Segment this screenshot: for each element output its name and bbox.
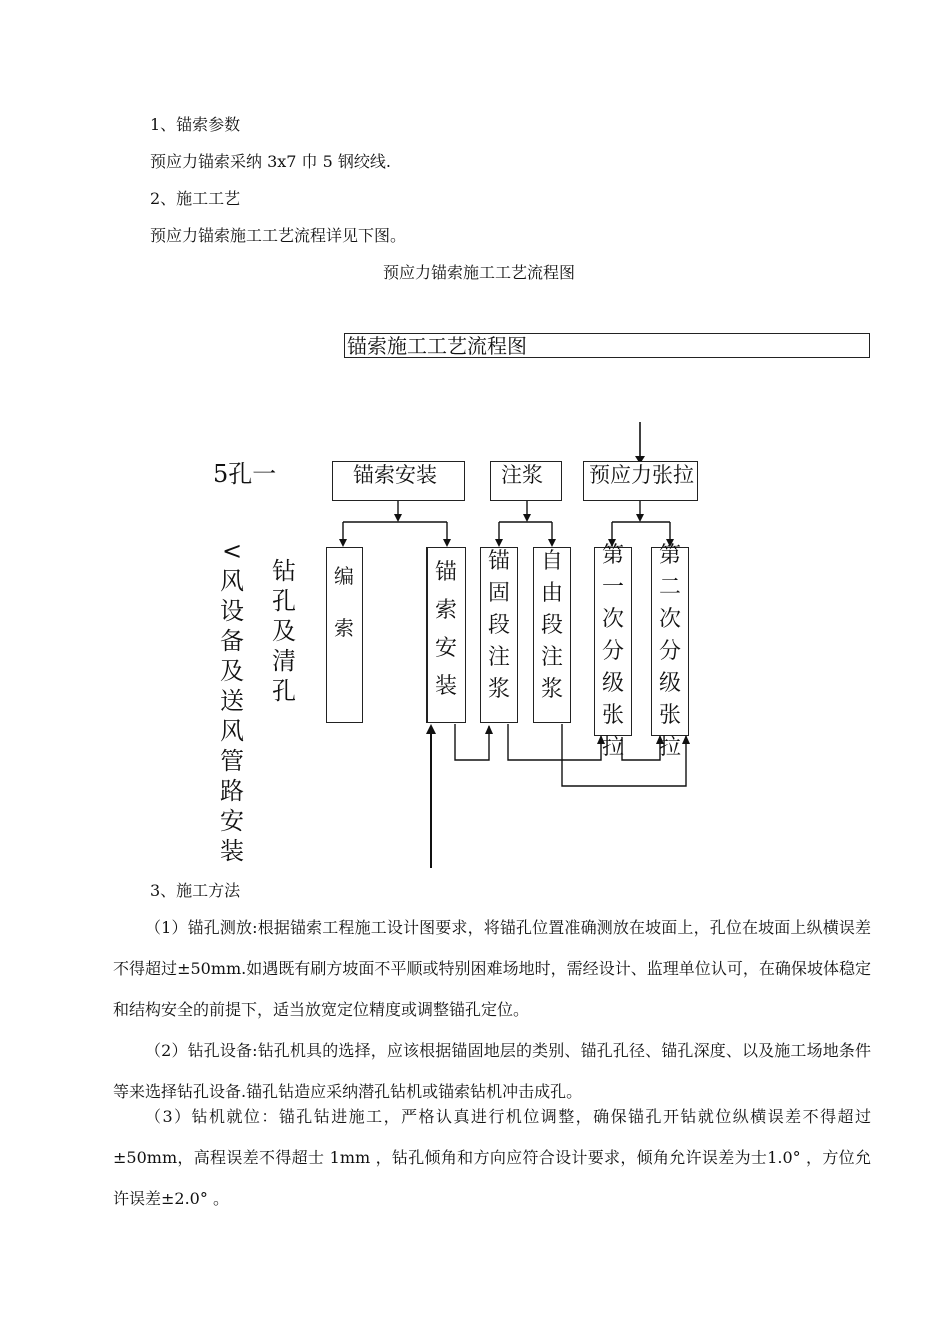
- box-grouting-label: 注浆: [501, 463, 543, 487]
- column-anchor-install: [426, 547, 466, 723]
- box-anchor-install: [332, 461, 465, 501]
- vertical-left-label: <风设备及送风管路安装: [220, 537, 244, 865]
- box-prestress: [583, 461, 698, 501]
- column-first-tension-label: 第一次分级张拉: [601, 543, 624, 760]
- figure-caption: 预应力锚索施工工艺流程图: [383, 263, 576, 282]
- column-weave-strand-label: 编索: [334, 564, 354, 640]
- vertical-drill-label: 钻孔及清孔: [272, 557, 296, 705]
- flowchart-title-box: [344, 333, 870, 358]
- column-second-tension-label: 第二次分级张拉: [658, 543, 681, 760]
- section3-heading: 3、施工方法: [150, 881, 241, 900]
- box-anchor-install-label: 锚索安装: [353, 463, 437, 487]
- section1-text: 预应力锚索采纳 3x7 巾 5 钢绞线.: [150, 152, 391, 171]
- section3-paragraph-3: （3）钻机就位：锚孔钻进施工，严格认真进行机位调整，确保锚孔开钻就位纵横误差不得超过±50mm，高程误差不得超士 1mm ，钻孔倾角和方向应符合设计要求，倾角允许误差为士1.0° ，方位允许误差±2.0° 。: [113, 1107, 871, 1208]
- section1-heading: 1、锚索参数: [150, 115, 241, 134]
- column-anchor-grout: [480, 547, 518, 723]
- left-label: 5孔一: [213, 460, 277, 488]
- column-first-tension: [594, 543, 632, 760]
- column-free-grout: [533, 547, 571, 723]
- column-anchor-grout-label: 锚固段注浆: [487, 549, 510, 702]
- section2-text: 预应力锚索施工工艺流程详见下图。: [150, 226, 407, 245]
- box-grouting: [490, 461, 562, 501]
- box-prestress-label: 预应力张拉: [589, 463, 694, 487]
- column-anchor-install-label: 锚索安装: [434, 560, 457, 699]
- section3-paragraph-2: （2）钻孔设备:钻孔机具的选择，应该根据锚固地层的类别、锚孔孔径、锚孔深度、以及施工场地条件等来选择钻孔设备.锚孔钻造应采纳潜孔钻机或锚索钻机冲击成孔。: [113, 1041, 871, 1101]
- column-second-tension: [651, 543, 689, 760]
- flowchart-title: 锚索施工工艺流程图: [347, 334, 527, 358]
- section2-heading: 2、施工工艺: [150, 189, 241, 208]
- column-weave-strand: [326, 547, 363, 723]
- column-free-grout-label: 自由段注浆: [540, 549, 563, 702]
- section3-paragraph-1: （1）锚孔测放:根据锚索工程施工设计图要求，将锚孔位置准确测放在坡面上，孔位在坡面上纵横误差不得超过±50mm.如遇既有刷方坡面不平顺或特别困难场地时，需经设计、监理单位认可，在确保坡体稳定和结构安全的前提下，适当放宽定位精度或调整锚孔定位。: [113, 918, 871, 1019]
